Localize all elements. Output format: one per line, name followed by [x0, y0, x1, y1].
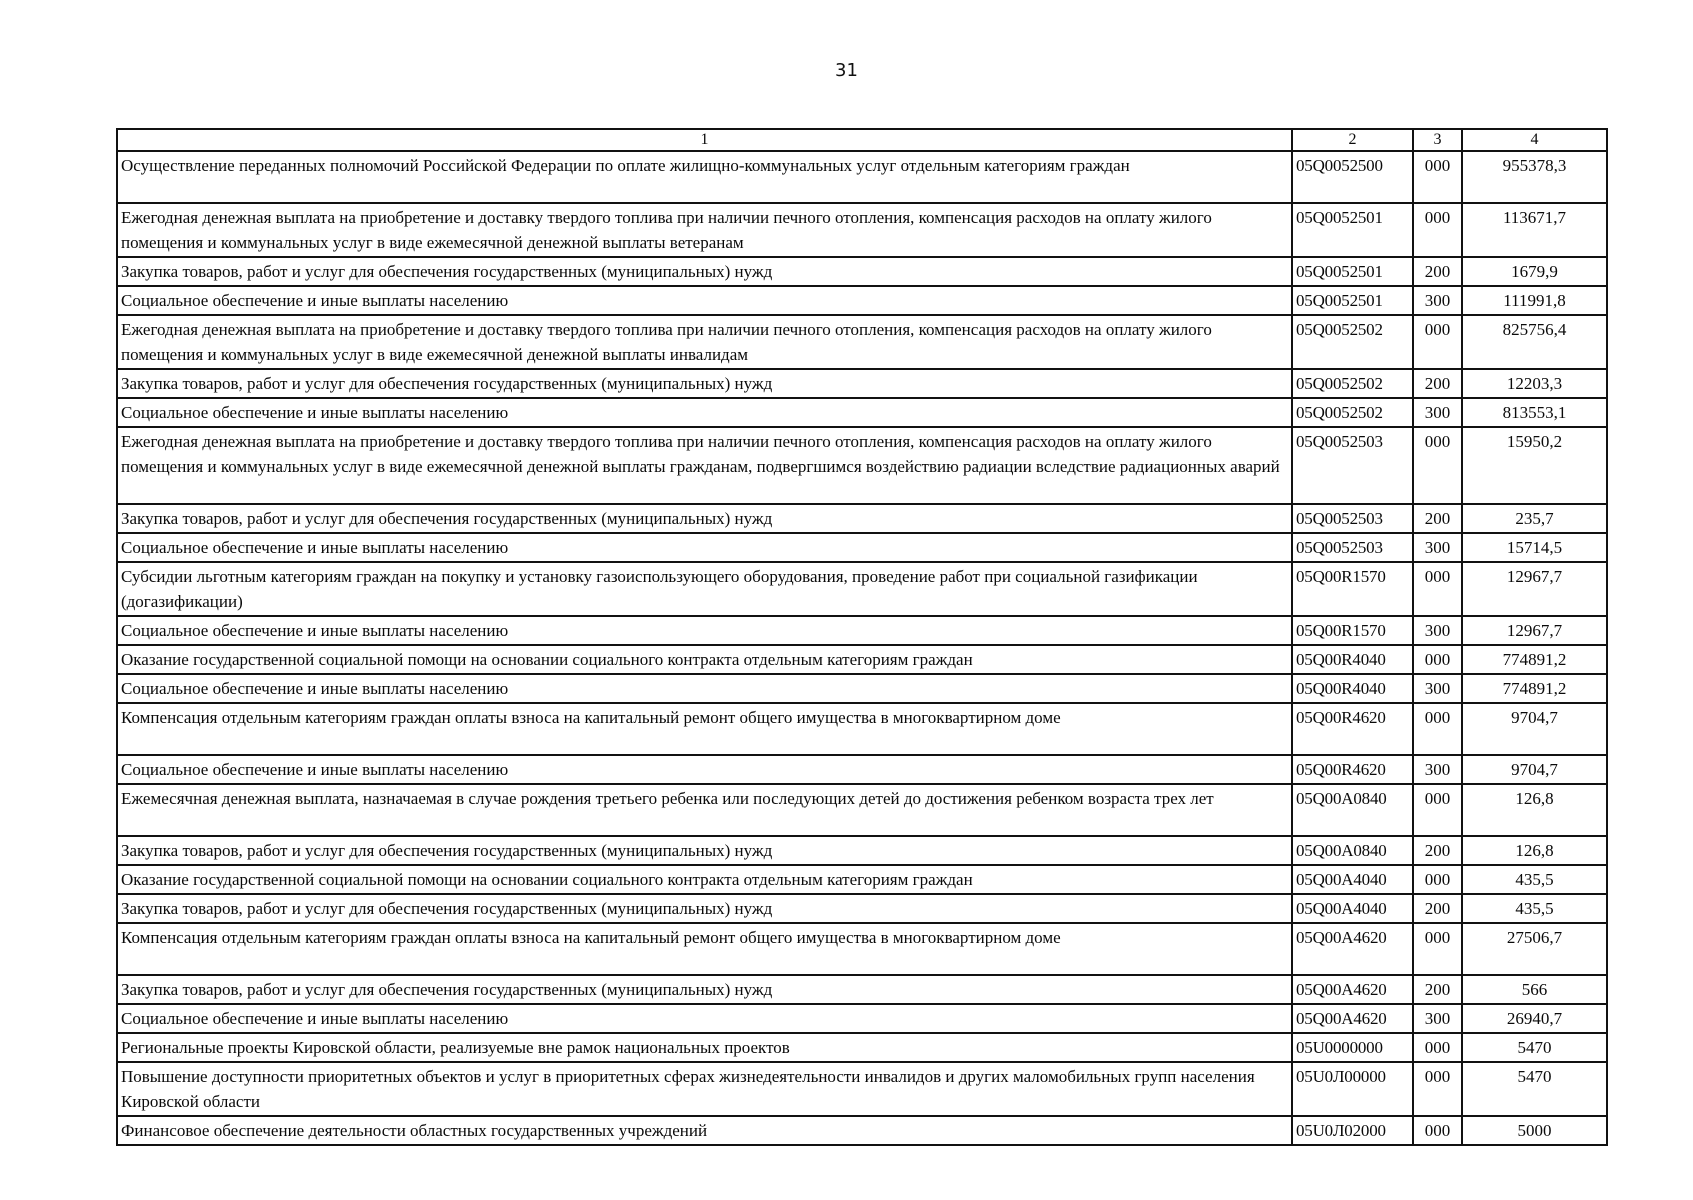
- row-code: 05Q0052502: [1292, 369, 1413, 398]
- column-header-1: 1: [117, 129, 1292, 151]
- row-kind: 200: [1413, 894, 1462, 923]
- row-code: 05U0Л00000: [1292, 1062, 1413, 1116]
- row-name: Социальное обеспечение и иные выплаты населению: [117, 755, 1292, 784]
- row-name: Закупка товаров, работ и услуг для обеспечения государственных (муниципальных) нужд: [117, 257, 1292, 286]
- row-kind: 000: [1413, 865, 1462, 894]
- row-name: Закупка товаров, работ и услуг для обеспечения государственных (муниципальных) нужд: [117, 369, 1292, 398]
- row-amount: 12967,7: [1462, 616, 1607, 645]
- table-row: [117, 286, 1607, 315]
- row-name: Ежегодная денежная выплата на приобретение и доставку твердого топлива при наличии печного отопления, компенсация расходов на оплату жилого помещения и коммунальных услуг в виде ежемесячной денежной выплаты гражданам, подвергшимся воздействию радиации вследствие радиационных аварий: [117, 427, 1292, 504]
- row-kind: 000: [1413, 203, 1462, 257]
- table-row: [117, 203, 1607, 257]
- table-row: [117, 755, 1607, 784]
- row-kind: 300: [1413, 616, 1462, 645]
- row-amount: 566: [1462, 975, 1607, 1004]
- row-kind: 300: [1413, 533, 1462, 562]
- table-row: [117, 674, 1607, 703]
- row-name: Субсидии льготным категориям граждан на покупку и установку газоиспользующего оборудования, проведение работ при социальной газификации (догазификации): [117, 562, 1292, 616]
- row-kind: 200: [1413, 836, 1462, 865]
- row-name: Компенсация отдельным категориям граждан оплаты взноса на капитальный ремонт общего имущества в многоквартирном доме: [117, 703, 1292, 755]
- row-kind: 000: [1413, 923, 1462, 975]
- row-kind: 000: [1413, 1116, 1462, 1145]
- row-amount: 15950,2: [1462, 427, 1607, 504]
- row-code: 05Q0052501: [1292, 203, 1413, 257]
- row-name: Повышение доступности приоритетных объектов и услуг в приоритетных сферах жизнедеятельности инвалидов и других маломобильных групп населения Кировской области: [117, 1062, 1292, 1116]
- row-name: Закупка товаров, работ и услуг для обеспечения государственных (муниципальных) нужд: [117, 504, 1292, 533]
- row-kind: 200: [1413, 975, 1462, 1004]
- row-name: Ежегодная денежная выплата на приобретение и доставку твердого топлива при наличии печного отопления, компенсация расходов на оплату жилого помещения и коммунальных услуг в виде ежемесячной денежной выплаты ветеранам: [117, 203, 1292, 257]
- row-code: 05Q0052500: [1292, 151, 1413, 203]
- row-code: 05Q00R4040: [1292, 645, 1413, 674]
- row-code: 05Q0052501: [1292, 257, 1413, 286]
- row-kind: 000: [1413, 703, 1462, 755]
- row-kind: 200: [1413, 504, 1462, 533]
- row-code: 05Q00A0840: [1292, 784, 1413, 836]
- table-row: [117, 616, 1607, 645]
- row-amount: 1679,9: [1462, 257, 1607, 286]
- table-row: [117, 865, 1607, 894]
- row-code: 05Q0052502: [1292, 398, 1413, 427]
- row-amount: 825756,4: [1462, 315, 1607, 369]
- row-code: 05Q00R1570: [1292, 562, 1413, 616]
- table-row: [117, 369, 1607, 398]
- row-kind: 000: [1413, 784, 1462, 836]
- table-row: [117, 894, 1607, 923]
- row-name: Социальное обеспечение и иные выплаты населению: [117, 1004, 1292, 1033]
- row-amount: 27506,7: [1462, 923, 1607, 975]
- row-name: Оказание государственной социальной помощи на основании социального контракта отдельным категориям граждан: [117, 645, 1292, 674]
- column-header-3: 3: [1413, 129, 1462, 151]
- row-code: 05Q00A4040: [1292, 894, 1413, 923]
- row-amount: 5470: [1462, 1033, 1607, 1062]
- row-code: 05Q0052503: [1292, 427, 1413, 504]
- row-kind: 300: [1413, 755, 1462, 784]
- row-name: Социальное обеспечение и иные выплаты населению: [117, 286, 1292, 315]
- page-number: 31: [835, 60, 858, 81]
- table-row: [117, 562, 1607, 616]
- row-code: 05Q00A4620: [1292, 975, 1413, 1004]
- row-amount: 774891,2: [1462, 674, 1607, 703]
- row-amount: 9704,7: [1462, 703, 1607, 755]
- row-code: 05Q00A4040: [1292, 865, 1413, 894]
- row-kind: 000: [1413, 562, 1462, 616]
- row-amount: 111991,8: [1462, 286, 1607, 315]
- table-row: [117, 315, 1607, 369]
- row-code: 05Q0052502: [1292, 315, 1413, 369]
- table-header-row: [117, 129, 1607, 151]
- table-row: [117, 645, 1607, 674]
- row-kind: 300: [1413, 398, 1462, 427]
- row-name: Социальное обеспечение и иные выплаты населению: [117, 674, 1292, 703]
- row-name: Региональные проекты Кировской области, реализуемые вне рамок национальных проектов: [117, 1033, 1292, 1062]
- row-name: Закупка товаров, работ и услуг для обеспечения государственных (муниципальных) нужд: [117, 975, 1292, 1004]
- row-name: Закупка товаров, работ и услуг для обеспечения государственных (муниципальных) нужд: [117, 894, 1292, 923]
- table-row: [117, 1062, 1607, 1116]
- row-name: Социальное обеспечение и иные выплаты населению: [117, 616, 1292, 645]
- row-name: Социальное обеспечение и иные выплаты населению: [117, 533, 1292, 562]
- row-name: Финансовое обеспечение деятельности областных государственных учреждений: [117, 1116, 1292, 1145]
- table-row: [117, 836, 1607, 865]
- row-amount: 126,8: [1462, 784, 1607, 836]
- row-code: 05Q0052503: [1292, 533, 1413, 562]
- row-kind: 200: [1413, 257, 1462, 286]
- table-row: [117, 1116, 1607, 1145]
- row-kind: 300: [1413, 286, 1462, 315]
- row-amount: 5470: [1462, 1062, 1607, 1116]
- row-name: Социальное обеспечение и иные выплаты населению: [117, 398, 1292, 427]
- table-row: [117, 703, 1607, 755]
- row-amount: 235,7: [1462, 504, 1607, 533]
- row-kind: 200: [1413, 369, 1462, 398]
- row-kind: 000: [1413, 645, 1462, 674]
- row-code: 05Q00A4620: [1292, 1004, 1413, 1033]
- row-kind: 300: [1413, 674, 1462, 703]
- row-code: 05U0Л02000: [1292, 1116, 1413, 1145]
- budget-table: [116, 128, 1608, 1146]
- row-kind: 300: [1413, 1004, 1462, 1033]
- row-amount: 813553,1: [1462, 398, 1607, 427]
- table-row: [117, 257, 1607, 286]
- row-amount: 5000: [1462, 1116, 1607, 1145]
- row-amount: 126,8: [1462, 836, 1607, 865]
- row-code: 05Q00R4620: [1292, 703, 1413, 755]
- table-row: [117, 923, 1607, 975]
- row-name: Оказание государственной социальной помощи на основании социального контракта отдельным категориям граждан: [117, 865, 1292, 894]
- row-code: 05Q00R4620: [1292, 755, 1413, 784]
- table-row: [117, 784, 1607, 836]
- row-amount: 15714,5: [1462, 533, 1607, 562]
- column-header-4: 4: [1462, 129, 1607, 151]
- row-amount: 9704,7: [1462, 755, 1607, 784]
- row-code: 05U0000000: [1292, 1033, 1413, 1062]
- table-row: [117, 151, 1607, 203]
- row-code: 05Q00A4620: [1292, 923, 1413, 975]
- row-name: Ежегодная денежная выплата на приобретение и доставку твердого топлива при наличии печного отопления, компенсация расходов на оплату жилого помещения и коммунальных услуг в виде ежемесячной денежной выплаты инвалидам: [117, 315, 1292, 369]
- row-code: 05Q00R1570: [1292, 616, 1413, 645]
- row-amount: 113671,7: [1462, 203, 1607, 257]
- table-row: [117, 504, 1607, 533]
- table-row: [117, 975, 1607, 1004]
- row-kind: 000: [1413, 315, 1462, 369]
- row-amount: 955378,3: [1462, 151, 1607, 203]
- row-code: 05Q00A0840: [1292, 836, 1413, 865]
- row-amount: 12203,3: [1462, 369, 1607, 398]
- table-row: [117, 427, 1607, 504]
- row-kind: 000: [1413, 151, 1462, 203]
- row-code: 05Q00R4040: [1292, 674, 1413, 703]
- row-kind: 000: [1413, 1062, 1462, 1116]
- row-name: Осуществление переданных полномочий Российской Федерации по оплате жилищно-коммунальных услуг отдельным категориям граждан: [117, 151, 1292, 203]
- table-row: [117, 533, 1607, 562]
- row-name: Закупка товаров, работ и услуг для обеспечения государственных (муниципальных) нужд: [117, 836, 1292, 865]
- table-row: [117, 1004, 1607, 1033]
- row-amount: 435,5: [1462, 865, 1607, 894]
- table-row: [117, 1033, 1607, 1062]
- row-name: Компенсация отдельным категориям граждан оплаты взноса на капитальный ремонт общего имущества в многоквартирном доме: [117, 923, 1292, 975]
- row-name: Ежемесячная денежная выплата, назначаемая в случае рождения третьего ребенка или последующих детей до достижения ребенком возраста трех лет: [117, 784, 1292, 836]
- row-amount: 774891,2: [1462, 645, 1607, 674]
- row-kind: 000: [1413, 1033, 1462, 1062]
- row-kind: 000: [1413, 427, 1462, 504]
- column-header-2: 2: [1292, 129, 1413, 151]
- row-code: 05Q0052501: [1292, 286, 1413, 315]
- row-amount: 26940,7: [1462, 1004, 1607, 1033]
- row-amount: 435,5: [1462, 894, 1607, 923]
- table-row: [117, 398, 1607, 427]
- row-amount: 12967,7: [1462, 562, 1607, 616]
- row-code: 05Q0052503: [1292, 504, 1413, 533]
